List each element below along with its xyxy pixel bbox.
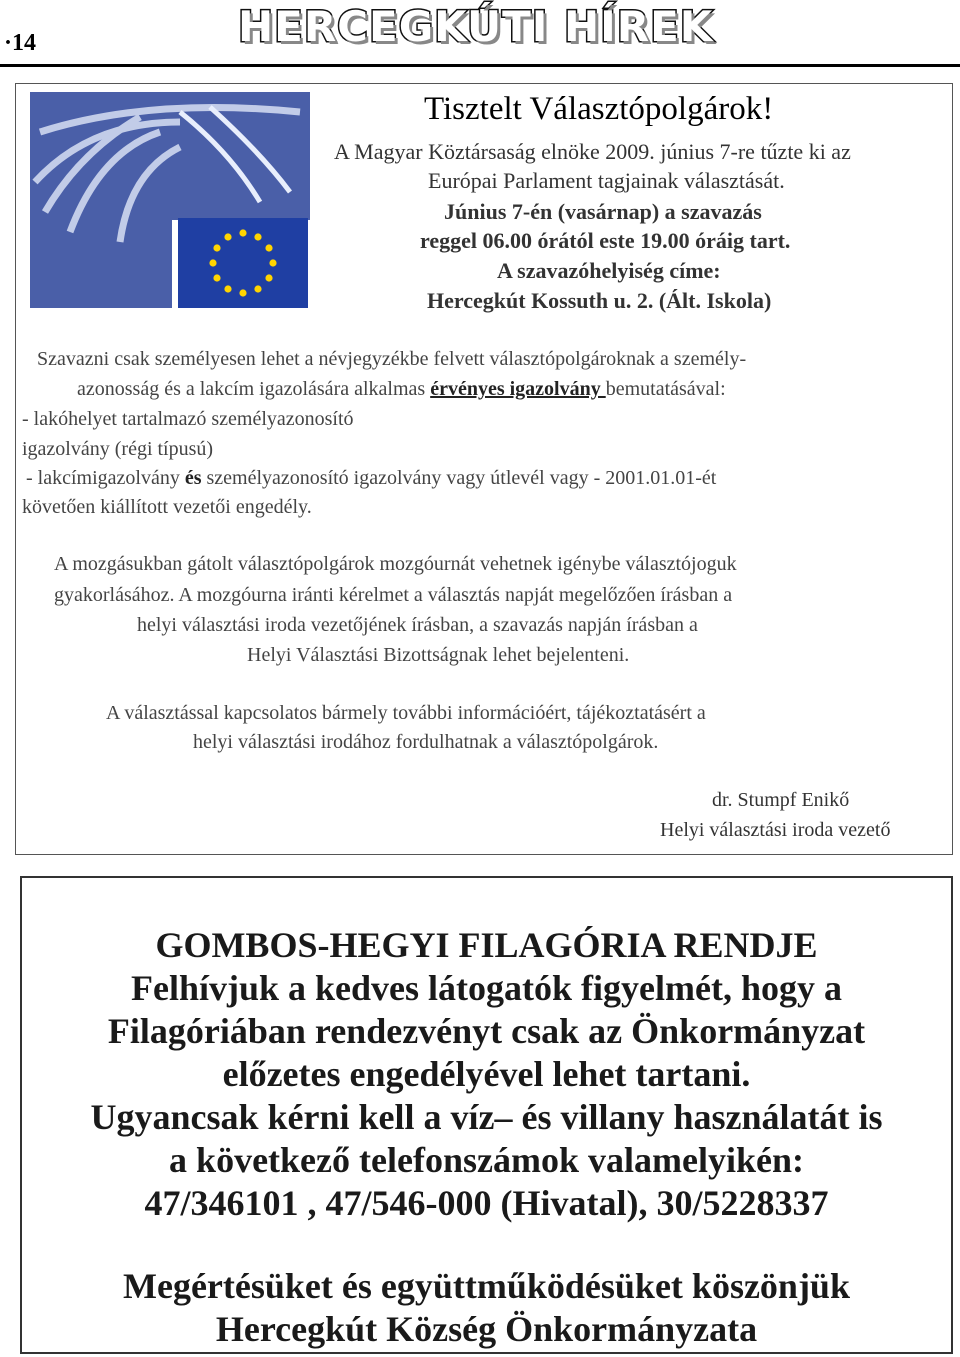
- id-option-item: [26, 467, 716, 490]
- id-option-item: - lakóhelyet tartalmazó személyazonosító: [22, 408, 354, 430]
- eligibility-text: Szavazni csak személyesen lehet a névjegyzékbe felvett választópolgároknak a személy-: [37, 348, 747, 370]
- header-divider: [0, 64, 960, 67]
- eu-star-icon: [254, 233, 261, 240]
- european-parliament-logo: [30, 92, 310, 308]
- rules-text-line: Filagóriában rendezvényt csak az Önkormányzat: [107, 1011, 866, 1051]
- closing-thanks: Megértésüket és együttműködésüket köszönjük: [123, 1266, 850, 1306]
- id-option-part: - lakcímigazolvány: [26, 467, 185, 489]
- polling-station-address: Hercegkút Kossuth u. 2. (Ált. Iskola): [427, 288, 772, 313]
- eu-star-icon: [239, 289, 246, 296]
- id-option-item: követően kiállított vezetői engedély.: [22, 496, 312, 518]
- newsletter-title: HERCEGKÚTI HÍREK: [238, 2, 714, 51]
- eu-star-icon: [265, 274, 272, 281]
- eu-star-icon: [224, 285, 231, 292]
- mobility-paragraph-line: A mozgásukban gátolt választópolgárok mozgóurnát vehetnek igénybe választójoguk: [54, 553, 737, 575]
- eu-star-icon: [265, 244, 272, 251]
- eligibility-text-part: bemutatásával:: [605, 378, 726, 400]
- mobility-paragraph-line: Helyi Választási Bizottságnak lehet bejelenteni.: [247, 644, 630, 666]
- rules-text-line: Ugyancsak kérni kell a víz– és villany használatát is: [90, 1097, 883, 1137]
- greeting-heading: Tisztelt Választópolgárok!: [424, 91, 774, 127]
- eu-star-icon: [209, 259, 216, 266]
- mobility-paragraph-line: gyakorlásához. A mozgóurna iránti kérelmet a választás napját megelőzően írásban a: [54, 584, 733, 606]
- eu-star-icon: [254, 285, 261, 292]
- eu-star-icon: [269, 259, 276, 266]
- id-option-item: igazolvány (régi típusú): [22, 438, 214, 460]
- info-paragraph-line: helyi választási irodához fordulhatnak a választópolgárok.: [193, 731, 659, 753]
- eligibility-text-part: azonosság és a lakcím igazolására alkalmas: [77, 378, 431, 400]
- eu-star-icon: [224, 233, 231, 240]
- rules-heading: GOMBOS-HEGYI FILAGÓRIA RENDJE: [155, 925, 818, 965]
- rules-text-line: előzetes engedélyével lehet tartani.: [222, 1054, 751, 1094]
- mobility-paragraph-line: helyi választási iroda vezetőjének írásban, a szavazás napján írásban a: [137, 614, 698, 636]
- announcement-line: Európai Parlament tagjainak választását.: [428, 168, 785, 193]
- eligibility-text: [77, 378, 726, 401]
- voting-date-line: Június 7-én (vasárnap) a szavazás: [444, 199, 762, 224]
- signature-title: Helyi választási iroda vezető: [660, 819, 891, 841]
- signature-name: dr. Stumpf Enikő: [712, 789, 850, 811]
- page-number: ·14: [4, 30, 37, 56]
- polling-station-label: A szavazóhelyiség címe:: [497, 258, 721, 283]
- valid-id-emphasis: érvényes igazolvány: [430, 378, 606, 400]
- id-option-part: személyazonosító igazolvány vagy útlevél vagy - 2001.01.01-ét: [201, 467, 717, 489]
- rules-text-line: a következő telefonszámok valamelyikén:: [169, 1140, 804, 1180]
- eu-star-icon: [213, 244, 220, 251]
- announcement-line: A Magyar Köztársaság elnöke 2009. június 7-re tűzte ki az: [334, 139, 851, 164]
- voting-hours-line: reggel 06.00 órától este 19.00 óráig tart.: [420, 228, 791, 253]
- eu-star-icon: [239, 229, 246, 236]
- and-emphasis: és: [184, 467, 202, 489]
- closing-signature: Hercegkút Község Önkormányzata: [215, 1309, 758, 1349]
- eu-star-icon: [213, 274, 220, 281]
- page-header: [0, 0, 960, 70]
- rules-text-line: Felhívjuk a kedves látogatók figyelmét, hogy a: [131, 968, 842, 1008]
- phone-numbers: 47/346101 , 47/546-000 (Hivatal), 30/5228337: [144, 1183, 829, 1223]
- info-paragraph-line: A választással kapcsolatos bármely további információért, tájékoztatásért a: [106, 702, 706, 724]
